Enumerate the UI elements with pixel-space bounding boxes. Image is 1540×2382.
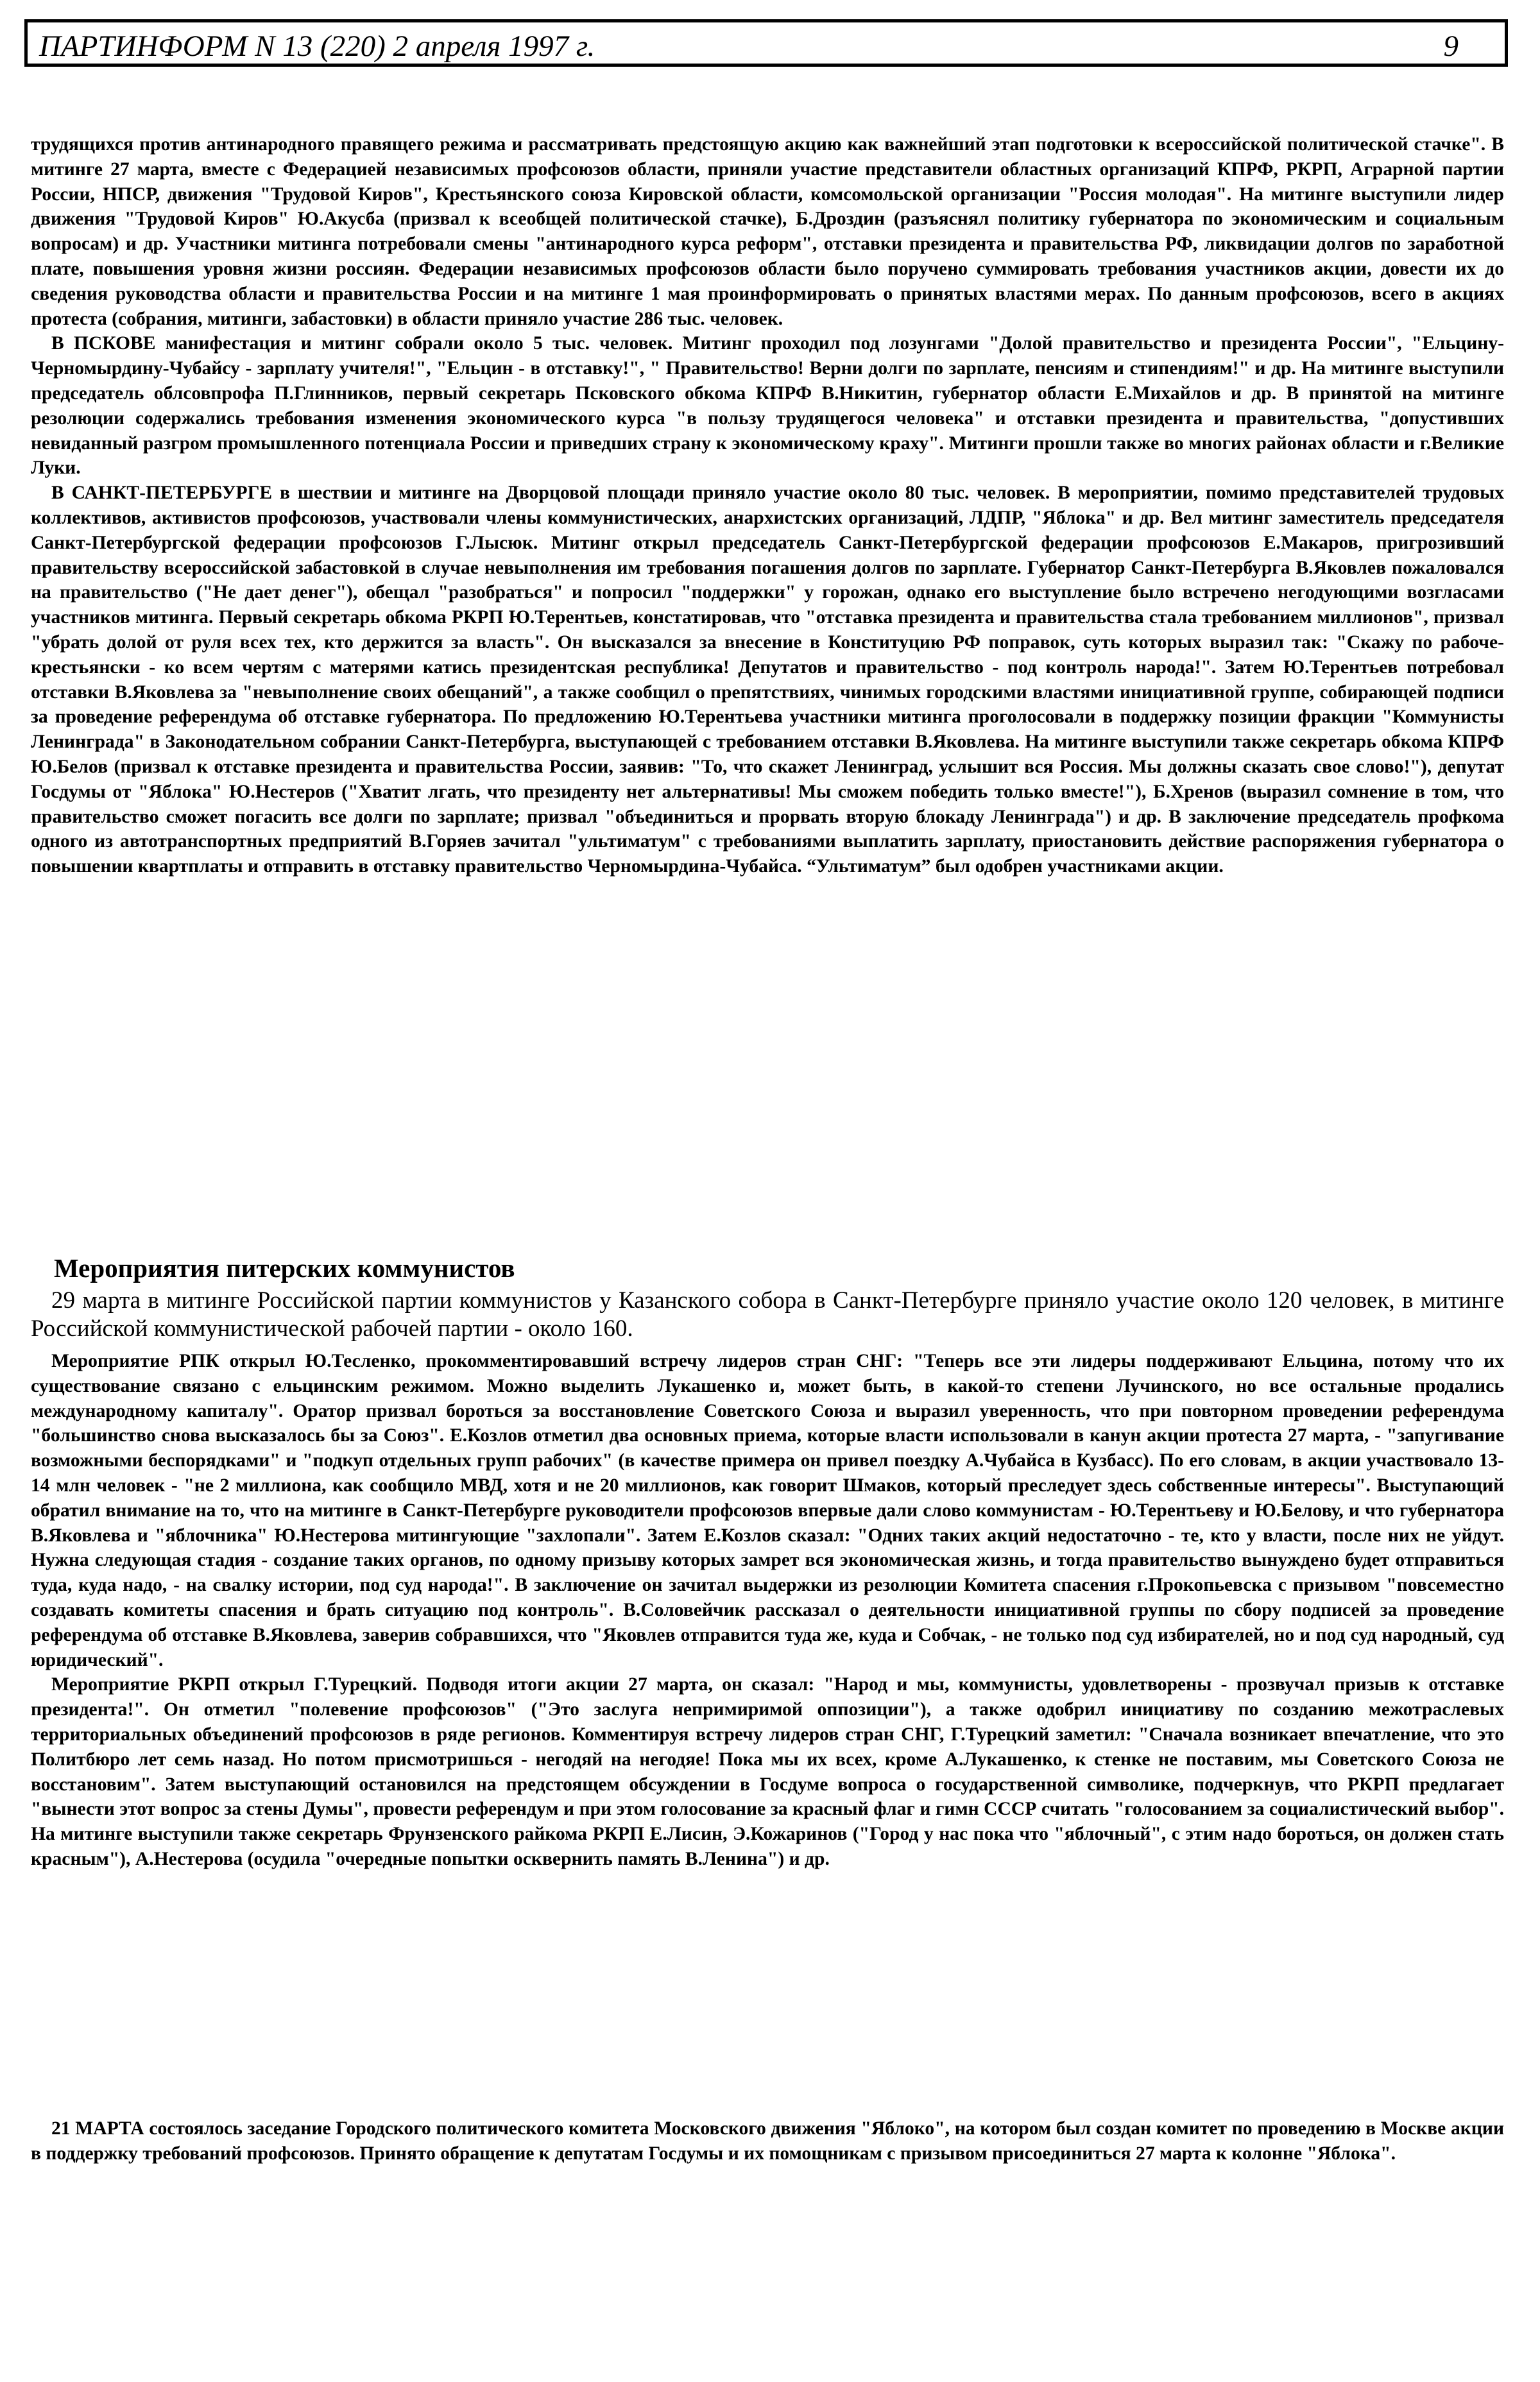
section-lead	[31, 1287, 1504, 1343]
page-header	[24, 19, 1508, 67]
paragraph-spb: В САНКТ-ПЕТЕРБУРГЕ в шествии и митинге на Дворцовой площади приняло участие около 80 тыс. человек. В мероприятии, помимо представителей трудовых коллективов, активистов профсоюзов, участвовали члены коммунистических, анархистских организаций, ЛДПР, "Яблока" и др. Вел митинг заместитель председателя Санкт-Петербургской федерации профсоюзов Г.Лысюк. Митинг открыл председатель Санкт-Петербургской федерации профсоюзов Е.Макаров, пригрозивший правительству всероссийской забастовкой в случае невыполнения им требования погашения долгов по зарплате. Губернатор Санкт-Петербурга В.Яковлев пожаловался на правительство ("Не дает денег"), обещал "разобраться" и попросил "поддержки" у горожан, однако его выступление было встречено негодующими возгласами участников митинга. Первый секретарь обкома РКРП Ю.Терентьев, констатировав, что "отставка президента и правительства стала требованием миллионов", призвал "убрать долой от руля всех тех, кто держится за власть". Он высказался за внесение в Конституцию РФ поправок, суть которых выразил так: "Скажу по рабоче-крестьянски - ко всем чертям с матерями катись президентская республика! Депутатов и правительство - под контроль народа!". Затем Ю.Терентьев потребовал отставки В.Яковлева за "невыполнение своих обещаний", а также сообщил о препятствиях, чинимых городскими властями инициативной группе, собирающей подписи за проведение референдума об отставке губернатора. По предложению Ю.Терентьева участники митинга проголосовали в поддержку позиции фракции "Коммунисты Ленинграда" в Законодательном собрании Санкт-Петербурга, выступающей с требованием отставки В.Яковлева. На митинге выступили также секретарь обкома КПРФ Ю.Белов (призвал к отставке президента и правительства России, заявив: "То, что скажет Ленинград, услышит вся Россия. Мы должны сказать свое слово!"), депутат Госдумы от "Яблока" Ю.Нестеров ("Хватит лгать, что президенту нет альтернативы! Мы сможем победить только вместе!"), Б.Хренов (выразил сомнение в том, что правительство сможет погасить все долги по зарплате; призвал "объединиться и прорвать вторую блокаду Ленинграда") и др. В заключение председатель профкома одного из автотранспортных предприятий В.Горяев зачитал "ультиматум" с требованиями выплатить зарплату, приостановить действие распоряжения губернатора о повышении квартплаты и отправить в отставку правительство Черномырдина-Чубайса. “Ультиматум” был одобрен участниками акции.	[31, 483, 1504, 877]
page-number: 9	[1443, 30, 1459, 63]
paragraph-kirov: трудящихся против антинародного правящего режима и рассматривать предстоящую акцию как важнейший этап подготовки к всероссийской политической стачке". В митинге 27 марта, вместе с Федерацией независимых профсоюзов области, приняли участие представители областных организаций КПРФ, РКРП, Аграрной партии России, НПСР, движения "Трудовой Киров", Крестьянского союза Кировской области, комсомольской организации "Россия молодая". На митинге выступили лидер движения "Трудовой Киров" Ю.Акусба (призвал к всеобщей политической стачке), Б.Дроздин (разъяснял политику губернатора по экономическим и социальным вопросам) и др. Участники митинга потребовали смены "антинародного курса реформ", отставки президента и правительства РФ, ликвидации долгов по заработной плате, повышения уровня жизни россиян. Федерации независимых профсоюзов области было поручено суммировать требования участников акции, довести их до сведения руководства области и правительства России и на митинге 1 мая проинформировать о принятых властями мерах. По данным профсоюзов, всего в акциях протеста (собрания, митинги, забастовки) в области приняло участие 286 тыс. человек.	[31, 134, 1504, 329]
header-title: ПАРТИНФОРМ N 13 (220) 2 апреля 1997 г.	[39, 30, 595, 63]
article-continuation	[31, 132, 1504, 879]
paragraph-yabloko: 21 МАРТА состоялось заседание Городского политического комитета Московского движения "Яблоко", на котором был создан комитет по проведению в Москве акции в поддержку требований профсоюзов. Принято обращение к депутатам Госдумы и их помощникам с призывом присоединиться 27 марта к колонне "Яблока".	[31, 2118, 1504, 2164]
paragraph-pskov: В ПСКОВЕ манифестация и митинг собрали около 5 тыс. человек. Митинг проходил под лозунгами "Долой правительство и президента России", "Ельцину-Черномырдину-Чубайсу - зарплату учителя!", "Ельцин - в отставку!", " Правительство! Верни долги по зарплате, пенсиям и стипендиям!" и др. На митинге выступили председатель облсовпрофа П.Глинников, первый секретарь Псковского обкома КПРФ В.Никитин, губернатор области Е.Михайлов и др. В принятой на митинге резолюции содержались требования изменения экономического курса "в пользу трудящегося человека" и отставки президента и правительства, "допустивших невиданный разгром промышленного потенциала России и приведших страну к экономическому краху". Митинги прошли также во многих районах области и г.Великие Луки.	[31, 333, 1504, 479]
section-body	[31, 1349, 1504, 1872]
final-note	[31, 2116, 1504, 2166]
paragraph-rkrp: Мероприятие РКРП открыл Г.Турецкий. Подводя итоги акции 27 марта, он сказал: "Народ и мы, коммунисты, удовлетворены - прозвучал призыв к отставке президента!". Он отметил "полевение профсоюзов" ("Это заслуга непримиримой оппозиции"), а также одобрил инициативу по созданию межотраслевых территориальных объединений профсоюзов в ряде регионов. Комментируя встречу лидеров стран СНГ, Г.Турецкий заметил: "Сначала возникает впечатление, что это Политбюро лет семь назад. Но потом присмотришься - негодяй на негодяе! Пока мы их всех, кроме А.Лукашенко, к стенке не поставим, мы Советского Союза не восстановим". Затем выступающий остановился на предстоящем обсуждении в Госдуме вопроса о государственной символике, подчеркнув, что РКРП предлагает "вынести этот вопрос за стены Думы", провести референдум и при этом голосование за красный флаг и гимн СССР считать "голосованием за социалистический выбор". На митинге выступили также секретарь Фрунзенского райкома РКРП Е.Лисин, Э.Кожаринов ("Город у нас пока что "яблочный", с этим надо бороться, он должен стать красным"), А.Нестерова (осудила "очередные попытки осквернить память В.Ленина") и др.	[31, 1674, 1504, 1869]
section-title: Мероприятия питерских коммунистов	[54, 1253, 515, 1283]
paragraph-rpk: Мероприятие РПК открыл Ю.Тесленко, прокомментировавший встречу лидеров стран СНГ: "Теперь все эти лидеры поддерживают Ельцина, потому что их существование связано с ельцинским режимом. Можно выделить Лукашенко и, может быть, в какой-то степени Лучинского, но все остальные продались международному капиталу". Оратор призвал бороться за восстановление Советского Союза и выразил уверенность, что при повторном проведении референдума "большинство снова высказалось бы за Союз". Е.Козлов отметил два основных приема, которые власти использовали в канун акции протеста 27 марта, - "запугивание возможными беспорядками" и "подкуп отдельных групп рабочих" (в качестве примера он привел поездку А.Чубайса в Кузбасс). По его словам, в акции участвовало 13-14 млн человек - "не 2 миллиона, как сообщило МВД, хотя и не 20 миллионов, как говорит Шмаков, который преследует здесь собственные интересы". Выступающий обратил внимание на то, что на митинге в Санкт-Петербурге руководители профсоюзов впервые дали слово коммунистам - Ю.Терентьеву и Ю.Белову, и что губернатора В.Яковлева и "яблочника" Ю.Нестерова митингующие "захлопали". Затем Е.Козлов сказал: "Одних таких акций недостаточно - те, кто у власти, после них не уйдут. Нужна следующая стадия - создание таких органов, по одному призыву которых замрет вся экономическая жизнь, и тогда правительство вынуждено будет отправиться туда, куда надо, - на свалку истории, под суд народа!". В заключение он зачитал выдержки из резолюции Комитета спасения г.Прокопьевска с призывом "повсеместно создавать комитеты спасения и брать ситуацию под контроль". В.Соловейчик рассказал о деятельности инициативной группы по сбору подписей за проведение референдума об отставке В.Яковлева, заверив собравшихся, что "Яковлев отправится туда же, куда и Собчак, - не только под суд избирателей, но и под суд народный, суд юридический".	[31, 1351, 1504, 1670]
lead-paragraph: 29 марта в митинге Российской партии коммунистов у Казанского собора в Санкт-Петербурге приняло участие около 120 человек, в митинге Российской коммунистической рабочей партии - около 160.	[31, 1287, 1504, 1342]
